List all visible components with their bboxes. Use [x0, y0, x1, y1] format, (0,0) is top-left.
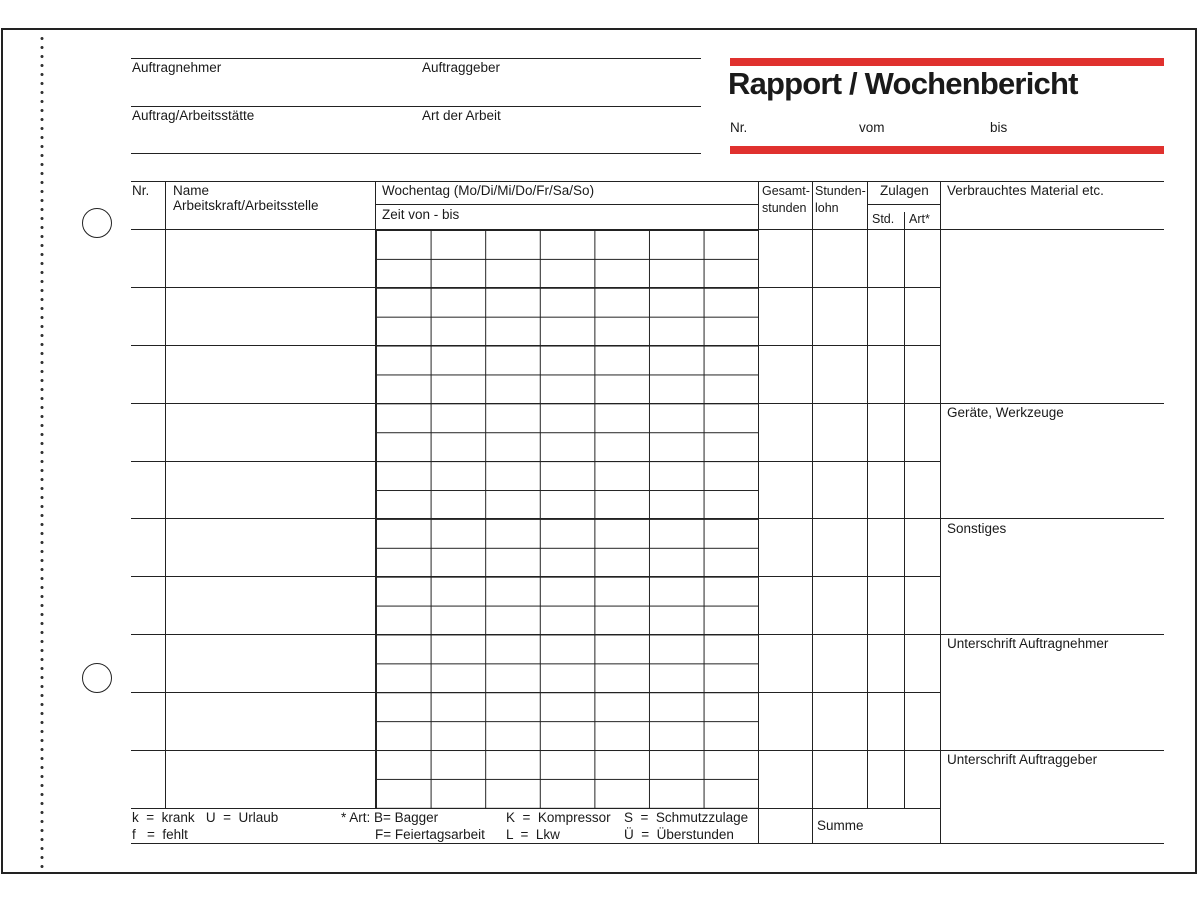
col-wage-header: Stunden-: [815, 184, 866, 198]
col-type-header: Art*: [909, 212, 930, 226]
punch-hole-bottom: [82, 663, 112, 693]
punch-hole-top: [82, 208, 112, 238]
table-row: [131, 750, 1164, 751]
col-weekday-header: Wochentag (Mo/Di/Mi/Do/Fr/Sa/So): [382, 183, 595, 198]
col-time-header: Zeit von - bis: [382, 207, 460, 222]
from-label: vom: [859, 120, 885, 135]
other-label: Sonstiges: [947, 521, 1007, 536]
table-row: [131, 287, 940, 288]
to-label: bis: [990, 120, 1008, 135]
legend-codes-line1: k = krank U = Urlaub: [132, 810, 279, 825]
table-row: [131, 345, 940, 346]
col-divider-right: [940, 181, 941, 843]
col-divider-weekday: [758, 181, 759, 843]
col-divider-wage: [867, 181, 868, 808]
col-name-subheader: Arbeitskraft/Arbeitsstelle: [173, 198, 319, 213]
table-row: [131, 461, 940, 462]
legend-type-line2: F= Feiertagsarbeit: [375, 827, 485, 842]
col-nr-header: Nr.: [132, 183, 150, 198]
legend-machine-line2: L = Lkw: [506, 827, 560, 842]
weekday-sub-line: [376, 204, 758, 205]
table-top-line: [131, 181, 1164, 182]
legend-type-line1: * Art: B= Bagger: [341, 810, 439, 825]
col-wage-subheader: lohn: [815, 201, 839, 215]
header-top-line: [131, 58, 701, 59]
signature-client-label: Unterschrift Auftraggeber: [947, 752, 1098, 767]
header-mid-line: [131, 106, 701, 107]
table-row: [131, 576, 940, 577]
legend-extra-line1: S = Schmutzzulage: [624, 810, 749, 825]
col-divider-nr: [165, 181, 166, 808]
table-row: [131, 634, 1164, 635]
order-label: Auftrag/Arbeitsstätte: [132, 108, 255, 123]
title-accent-bar-top: [730, 58, 1164, 66]
tools-label: Geräte, Werkzeuge: [947, 405, 1064, 420]
table-row: [131, 403, 1164, 404]
table-row: [131, 518, 1164, 519]
col-allowances-header: Zulagen: [880, 183, 929, 198]
table-row: [131, 692, 940, 693]
client-label: Auftraggeber: [422, 60, 501, 75]
table-bottom-line: [131, 843, 1164, 844]
header-bottom-line: [131, 153, 701, 154]
contractor-label: Auftragnehmer: [132, 60, 222, 75]
legend-machine-line1: K = Kompressor: [506, 810, 611, 825]
title-accent-bar-bottom: [730, 146, 1164, 154]
sum-label: Summe: [817, 818, 864, 833]
work-type-label: Art der Arbeit: [422, 108, 501, 123]
page-title: Rapport / Wochenbericht: [728, 66, 1078, 101]
col-divider-allowance: [904, 212, 905, 808]
material-label: Verbrauchtes Material etc.: [947, 183, 1104, 198]
nr-label: Nr.: [730, 120, 748, 135]
col-name-header: Name: [173, 183, 210, 198]
allowance-sub-line: [868, 204, 940, 205]
col-divider-total: [812, 181, 813, 843]
col-total-header: Gesamt-: [762, 184, 810, 198]
col-total-subheader: stunden: [762, 201, 807, 215]
time-grid[interactable]: [376, 230, 758, 808]
legend-extra-line2: Ü = Überstunden: [624, 827, 734, 842]
signature-contractor-label: Unterschrift Auftragnehmer: [947, 636, 1109, 651]
perforation: [40, 34, 44, 870]
table-row: [131, 808, 940, 809]
legend-codes-line2: f = fehlt: [132, 827, 188, 842]
col-hours-header: Std.: [872, 212, 895, 226]
